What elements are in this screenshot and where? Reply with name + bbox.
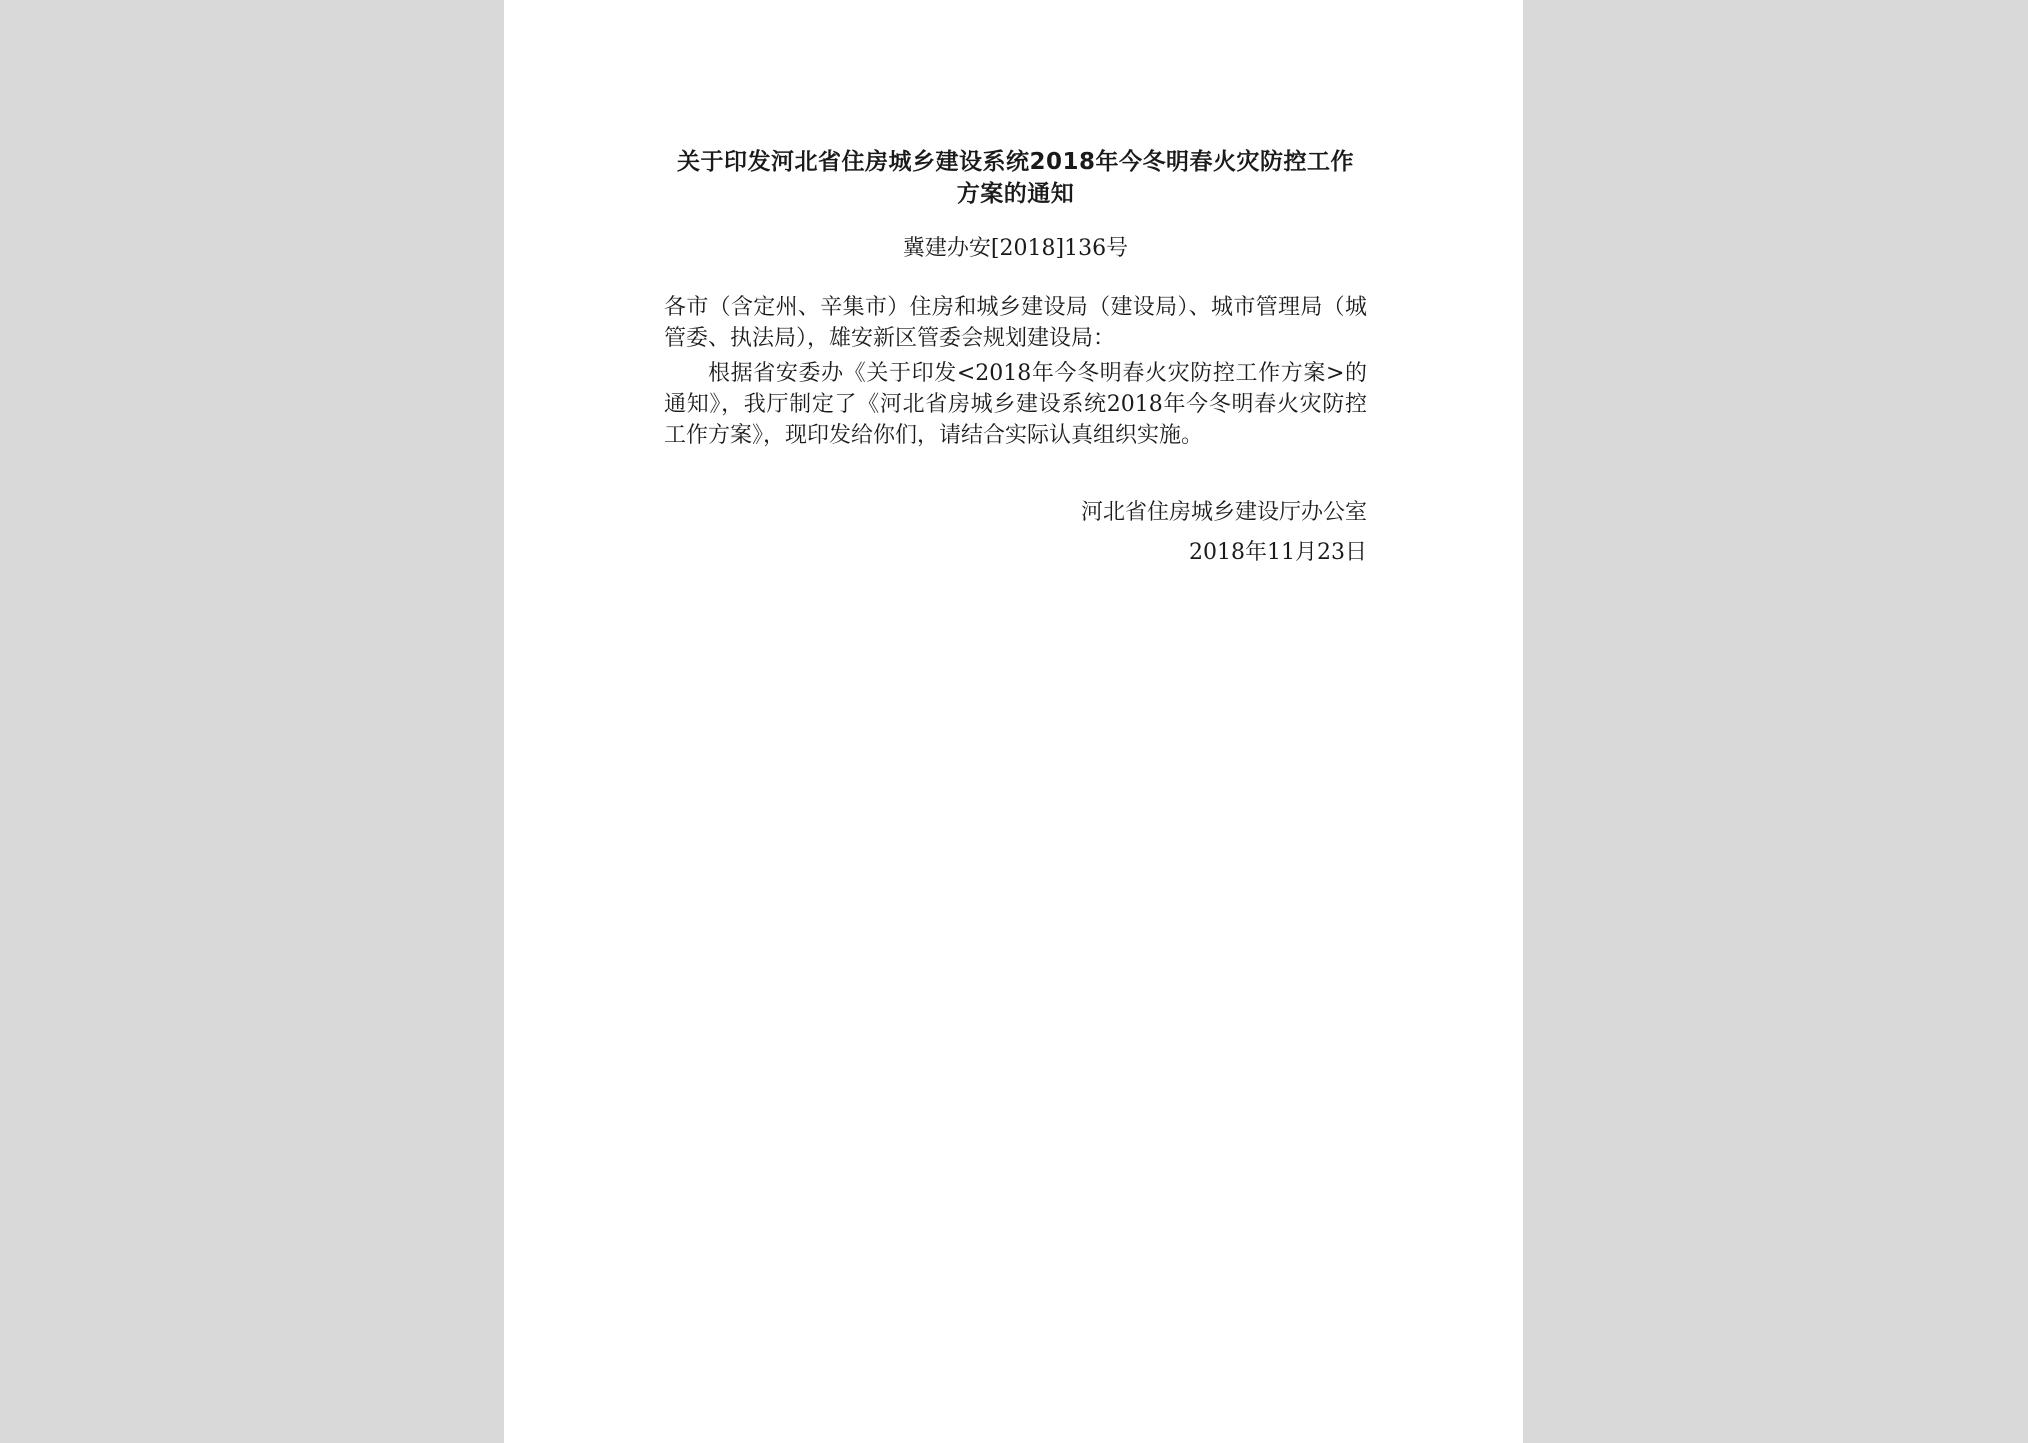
document-number: 冀建办安[2018]136号 [902,236,1129,261]
title-line-1: 关于印发河北省住房城乡建设系统2018年今冬明春火灾防控工作 [676,149,1354,175]
addressee: 各市（含定州、辛集市）住房和城乡建设局（建设局）、城市管理局（城管委、执法局），雄安新区管委会规划建设局： [664,295,1367,351]
body-paragraph: 根据省安委办《关于印发<2018年今冬明春火灾防控工作方案>的通知》，我厅制定了《河北省房城乡建设系统2018年今冬明春火灾防控工作方案》，现印发给你们，请结合实际认真组织实施。 [664,361,1367,448]
document-content [664,146,1367,573]
signature-block [664,493,1367,573]
title-line-2: 方案的通知 [956,181,1075,207]
issue-date: 2018年11月23日 [1189,540,1367,565]
document-page [504,0,1523,1443]
document-title [664,146,1367,210]
issuing-office: 河北省住房城乡建设厅办公室 [1080,500,1367,525]
